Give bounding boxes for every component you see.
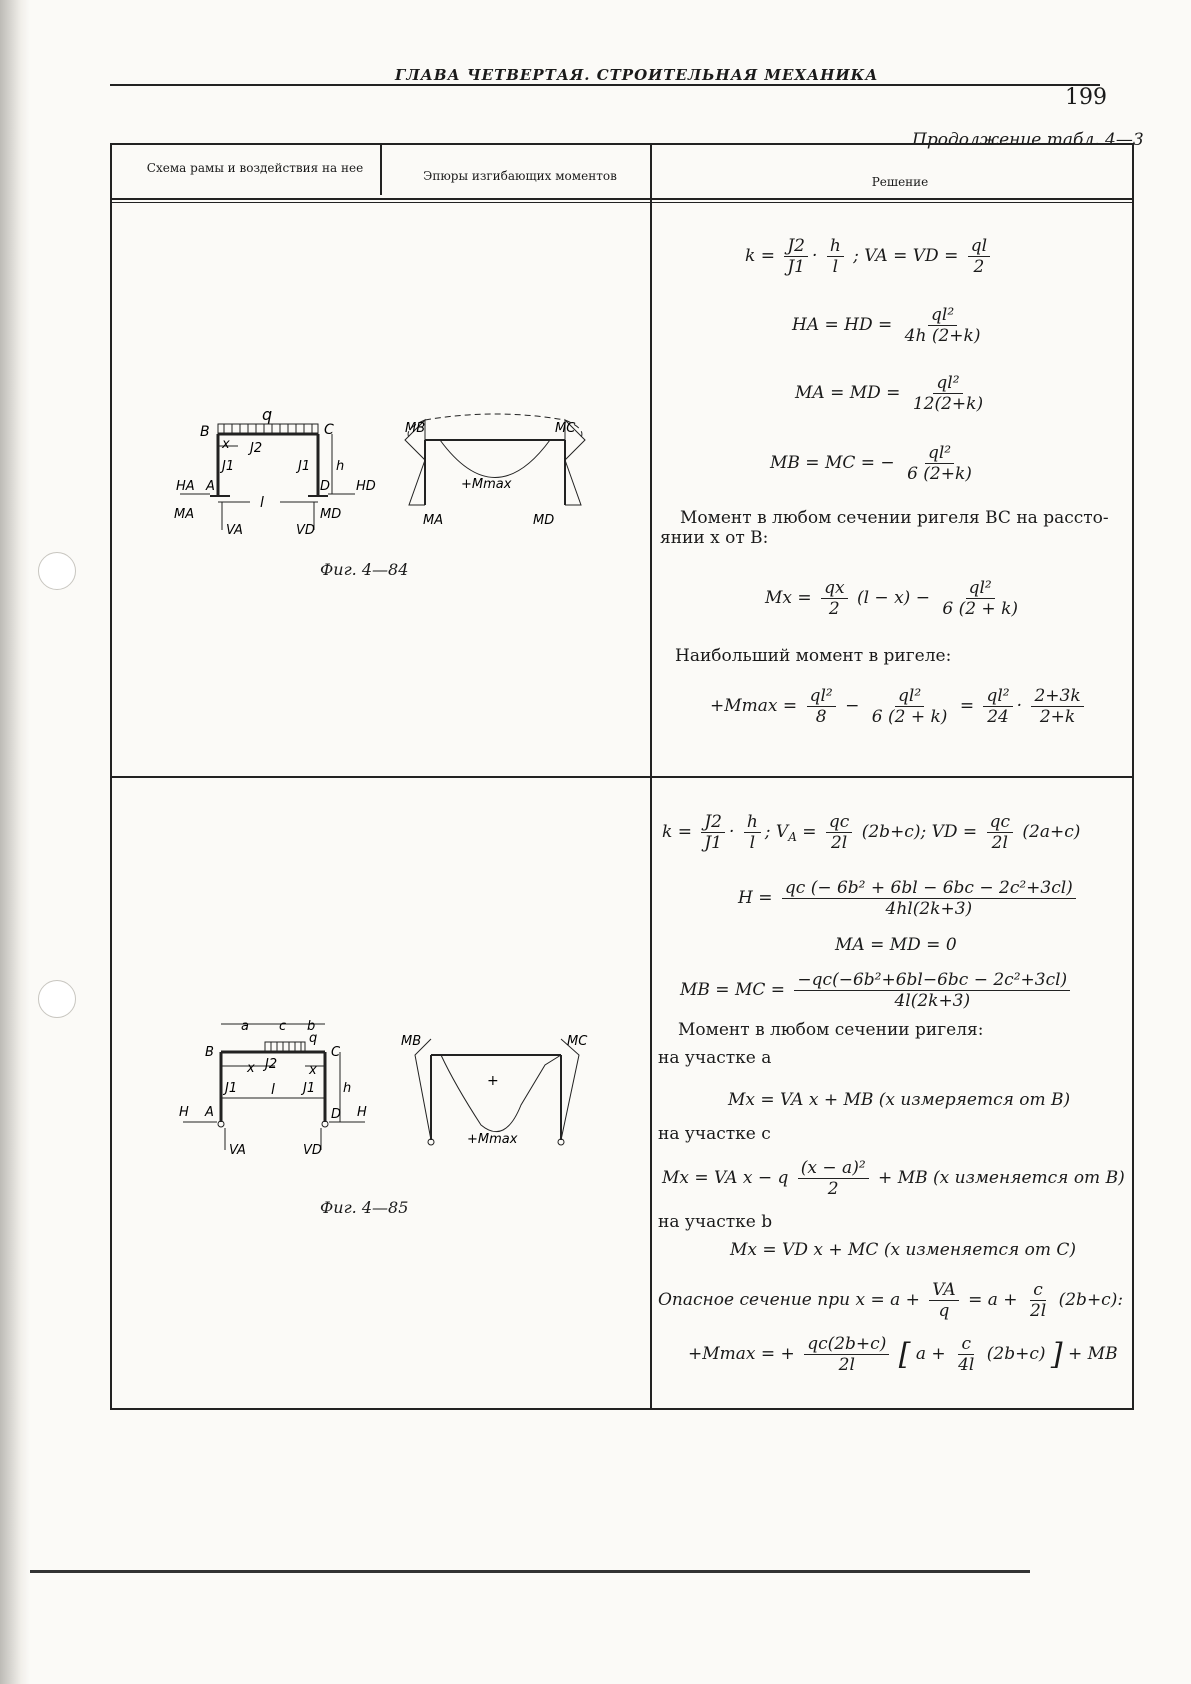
text-moment-84-cont: янии x от B: (660, 528, 769, 548)
eq-k-85: k = $\frac{J2}{J1}$ · $\frac{h}{l}$ ; $V_A$ = $\frac{qc}{2l}$ (2b+c); VD = $\frac{qc}{2l}$ (2a+c) (662, 812, 1081, 853)
label-l: l (260, 495, 264, 511)
epure-MD: MD (533, 513, 555, 528)
epure85-MC: MC (567, 1034, 588, 1049)
text-moment-84: Момент в любом сечении ригеля BC на рассто- (680, 508, 1109, 528)
eq-Mmax-85: +Mmax = + $\frac{qc(2b+c)}{2l}$ [ a + $\frac{c}{4l}$ (2b+c) ] + MB (688, 1334, 1118, 1375)
label-VA85: VA (229, 1143, 246, 1158)
label-J1-left: J1 (222, 459, 235, 474)
label-q: q (262, 405, 273, 424)
text-part-b: на участке b (658, 1212, 773, 1232)
eq-part-c: Mx = VA x − q $\frac{\text{(x − a)²}}{2}$ + MB (x изменяется от B) (662, 1158, 1125, 1199)
eq-Mmax-84: +Mmax = $\frac{\text{ql²}}{8}$ − $\frac{\text{ql²}}{6 (2 + k)}$ = $\frac{\text{ql²}}{24}$ · $\frac{2+3k}{2+k}$ (710, 686, 1088, 727)
eq-part-a: Mx = VA x + MB (x измеряется от B) (728, 1090, 1071, 1110)
label-J2: J2 (250, 441, 263, 456)
eq-H-84: HA = HD = $\frac{\text{ql²}}{4h (2+k)}$ (792, 305, 981, 346)
label-h: h (336, 459, 345, 474)
eq-part-b: Mx = VD x + MC (x изменяется от C) (730, 1240, 1077, 1260)
eq-Mx-84: Mx = $\frac{qx}{2}$ (l − x) − $\frac{\text{ql²}}{6 (2 + k)}$ (765, 578, 1019, 619)
label-A: A (206, 479, 215, 494)
label-x: x (222, 437, 230, 452)
eq-MB-84: MB = MC = − $\frac{\text{ql²}}{6 (2+k)}$ (770, 443, 972, 484)
page-number: 199 (1065, 85, 1107, 110)
eq-MB-85: MB = MC = $\frac{\text{−qc(−6b²+6bl−6bc − 2c²+3cl)}}{4l(2k+3)}$ (680, 970, 1074, 1011)
label-a: a (241, 1019, 249, 1034)
label-B85: B (205, 1045, 214, 1060)
eq-H-85: H = $\frac{\text{qc (− 6b² + 6bl − 6bc − 2c²+3cl)}}{4hl(2k+3)}$ (738, 878, 1080, 919)
header-rule-double (112, 202, 1132, 203)
eq-MA-84: MA = MD = $\frac{\text{ql²}}{12(2+k)}$ (795, 373, 984, 414)
label-b: b (307, 1019, 316, 1034)
label-J1-left-85: J1 (225, 1081, 238, 1096)
figure-caption-85: Фиг. 4—85 (320, 1198, 409, 1217)
moment-epure-84 (395, 400, 590, 530)
label-c: c (279, 1019, 287, 1034)
label-C85: C (331, 1045, 341, 1060)
label-h85: h (343, 1081, 352, 1096)
label-A85: A (205, 1105, 214, 1120)
epure-MB: MB (405, 421, 426, 436)
label-C: C (324, 422, 334, 438)
label-x1: x (247, 1061, 255, 1076)
eq-danger-section: Опасное сечение при x = a + $\frac{VA}{q}$ = a + $\frac{c}{2l}$ (2b+c): (658, 1280, 1124, 1321)
binder-hole (38, 980, 76, 1018)
label-VD85: VD (303, 1143, 322, 1158)
text-part-a: на участке a (658, 1048, 772, 1068)
label-MD: MD (320, 507, 342, 522)
binder-hole (38, 552, 76, 590)
epure85-Mmax: +Mmax (467, 1132, 518, 1147)
header-divider (380, 145, 382, 195)
label-B: B (200, 424, 210, 440)
frame-scheme-85 (175, 1010, 390, 1160)
label-H-left: H (179, 1105, 189, 1120)
col-head-solution: Решение (871, 175, 929, 189)
label-MA: MA (174, 507, 195, 522)
epure-MA: MA (423, 513, 444, 528)
label-H-right: H (357, 1105, 367, 1120)
label-D: D (320, 479, 331, 494)
col-head-scheme: Схема рамы и воздействия на нее (146, 161, 364, 175)
header-rule-bottom (112, 198, 1132, 200)
label-HA: HA (176, 479, 195, 494)
epure-MC: MC (555, 421, 576, 436)
label-J2-85: J2 (265, 1057, 278, 1072)
header-rule (110, 84, 1100, 86)
row-divider (112, 776, 1132, 778)
table-continuation: Продолжение табл. 4—3 (912, 130, 1144, 150)
label-HD: HD (356, 479, 376, 494)
scan-bottom-edge (30, 1570, 1030, 1573)
epure-Mmax: +Mmax (461, 477, 512, 492)
label-x2: x (309, 1063, 317, 1078)
label-J1-right-85: J1 (303, 1081, 316, 1096)
col-head-diagrams: Эпюры изгибающих моментов (423, 169, 617, 183)
moment-epure-85 (395, 1025, 600, 1155)
label-D85: D (331, 1107, 342, 1122)
text-max-84: Наибольший момент в ригеле: (675, 646, 952, 666)
figure-caption-84: Фиг. 4—84 (320, 560, 409, 579)
epure85-MB: MB (401, 1034, 422, 1049)
epure85-plus: + (487, 1073, 499, 1089)
frame-scheme-84 (160, 390, 390, 550)
label-J1-right: J1 (298, 459, 311, 474)
label-l85: l (271, 1082, 275, 1098)
scan-edge-shadow (0, 0, 30, 1684)
text-part-c: на участке c (658, 1124, 771, 1144)
eq-MA-85: MA = MD = 0 (835, 935, 957, 955)
eq-k-84: k = $\frac{J2}{J1}$ · $\frac{h}{l}$ ; VA = VD = $\frac{ql}{2}$ (745, 236, 994, 277)
label-q85: q (309, 1031, 318, 1046)
label-VD: VD (296, 523, 315, 538)
chapter-title: ГЛАВА ЧЕТВЕРТАЯ. СТРОИТЕЛЬНАЯ МЕХАНИКА (395, 66, 879, 84)
label-VA: VA (226, 523, 243, 538)
text-moment-85: Момент в любом сечении ригеля: (678, 1020, 984, 1040)
